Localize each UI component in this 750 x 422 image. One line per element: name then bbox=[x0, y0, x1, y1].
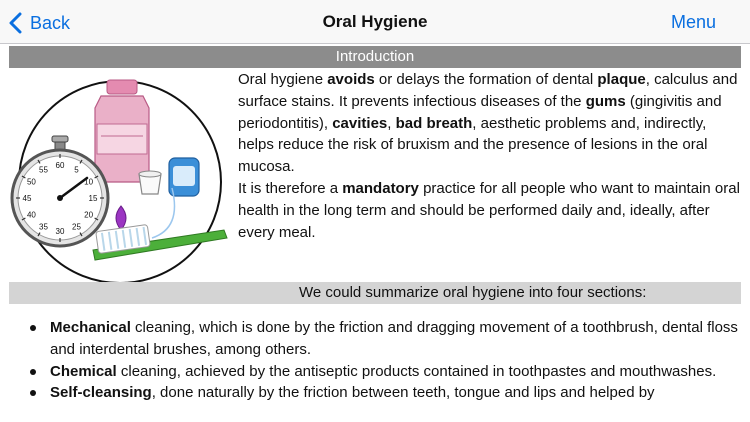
list-item bbox=[20, 382, 740, 404]
emphasized-term: gums bbox=[585, 92, 626, 110]
text-run: , aesthetic problems and, indirectly, helps reduce the risk of bruxism and the presence of lesions in the oral mucosa. bbox=[238, 114, 708, 176]
text-run: , bbox=[387, 114, 396, 132]
text-run: Oral hygiene bbox=[238, 71, 328, 88]
bullet-icon bbox=[30, 369, 36, 375]
list-item bbox=[20, 317, 740, 361]
introduction-text bbox=[238, 69, 746, 243]
section-term: Mechanical bbox=[50, 319, 131, 336]
stopwatch-tick-label: 20 bbox=[84, 210, 94, 220]
cup-icon bbox=[139, 171, 161, 194]
section-description: cleaning, achieved by the antiseptic products contained in toothpastes and mouthwashes. bbox=[116, 362, 717, 380]
text-run: , calculus and surface stains. It prevents infectious diseases of the bbox=[238, 71, 738, 110]
text-run: (gingivitis and periodontitis), bbox=[238, 92, 722, 132]
hygiene-sections-list bbox=[20, 317, 740, 404]
bullet-icon bbox=[30, 390, 36, 396]
stopwatch-tick-label: 45 bbox=[22, 194, 32, 203]
emphasized-term: bad breath bbox=[395, 114, 473, 132]
introduction-paragraph-1 bbox=[238, 71, 737, 175]
introduction-header: Introduction bbox=[9, 46, 741, 68]
emphasized-term: plaque bbox=[597, 71, 646, 88]
bullet-icon bbox=[30, 325, 36, 331]
back-button-label: Back bbox=[30, 12, 71, 33]
emphasized-term: avoids bbox=[327, 71, 375, 88]
stopwatch-tick-label: 15 bbox=[88, 194, 98, 203]
stopwatch-tick-label: 35 bbox=[39, 222, 48, 232]
stopwatch-tick-label: 60 bbox=[55, 161, 65, 170]
section-description: , done naturally by the friction between teeth, tongue and lips and helped by bbox=[151, 384, 655, 402]
stopwatch-tick-label: 25 bbox=[72, 222, 81, 232]
stopwatch-tick-label: 50 bbox=[26, 177, 36, 187]
stopwatch-tick-label: 55 bbox=[39, 165, 48, 175]
menu-button[interactable]: Menu bbox=[670, 12, 716, 32]
list-item bbox=[20, 361, 740, 383]
navigation-bar bbox=[0, 0, 750, 44]
section-description: cleaning, which is done by the friction and dragging movement of a toothbrush, dental floss and interdental brushes, among others. bbox=[50, 319, 738, 358]
page-title: Oral Hygiene bbox=[322, 12, 428, 31]
stopwatch-tick-label: 30 bbox=[55, 227, 65, 236]
stopwatch-tick-label: 10 bbox=[84, 177, 94, 187]
introduction-paragraph-2 bbox=[238, 180, 740, 241]
stopwatch-tick-label: 40 bbox=[26, 210, 36, 220]
text-run: It is therefore a bbox=[238, 179, 343, 197]
emphasized-term: mandatory bbox=[342, 179, 419, 197]
section-term: Chemical bbox=[50, 362, 117, 380]
summary-header: We could summarize oral hygiene into four sections: bbox=[9, 282, 741, 304]
stopwatch-tick-label: 5 bbox=[74, 165, 79, 175]
text-run: practice for all people who want to maintain oral health in the long term and should be performed daily and, ideally, after every meal. bbox=[238, 179, 740, 241]
emphasized-term: cavities bbox=[332, 114, 388, 132]
text-run: or delays the formation of dental bbox=[374, 71, 598, 88]
section-term: Self-cleansing bbox=[50, 384, 152, 402]
oral-hygiene-illustration bbox=[9, 78, 231, 286]
